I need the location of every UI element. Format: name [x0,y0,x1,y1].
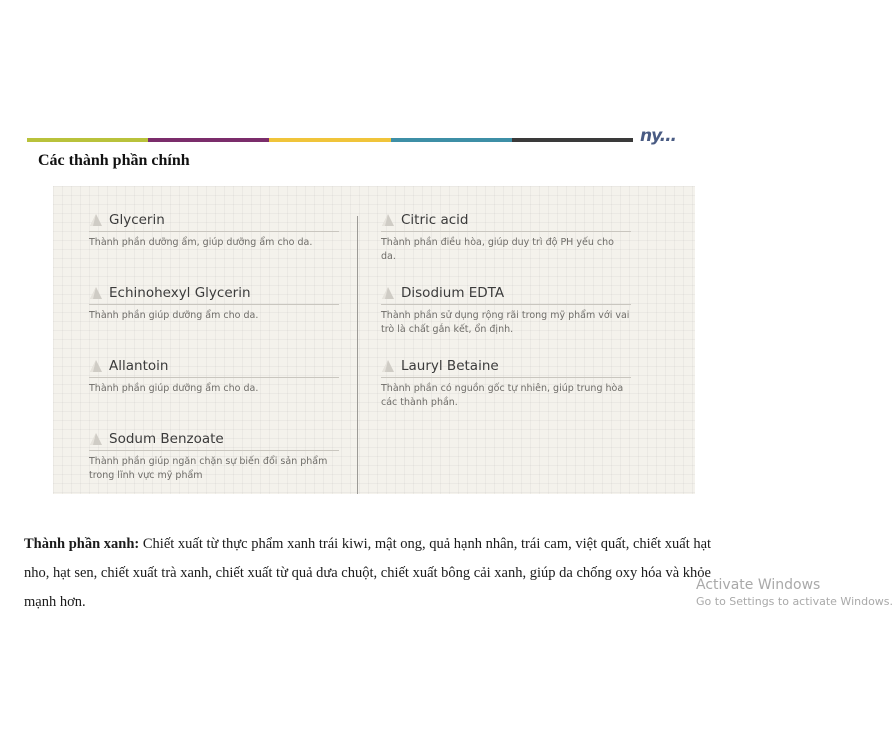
ingredient-name: Disodium EDTA [401,285,505,301]
ingredient-name: Citric acid [401,212,469,228]
watermark-subtitle: Go to Settings to activate Windows. [696,595,893,608]
ingredient-item [381,212,631,264]
ingredient-item [89,212,339,250]
color-stripe [27,138,633,142]
ingredient-item [89,431,339,483]
paragraph-label: Thành phần xanh: [24,536,140,552]
ingredient-description: Thành phần sử dụng rộng rãi trong mỹ phẩm với vai trò là chất gắn kết, ổn định. [381,310,630,335]
watermark-title: Activate Windows [696,577,821,593]
ingredient-description: Thành phần có nguồn gốc tự nhiên, giúp trung hòa các thành phần. [381,383,624,408]
triangle-icon [89,213,103,227]
column-divider [357,216,358,494]
stripe-segment [27,138,148,142]
ingredient-description: Thành phần giúp dưỡng ẩm cho da. [89,310,259,321]
stripe-segment [512,138,633,142]
stripe-segment [391,138,512,142]
ingredient-description: Thành phần giúp ngăn chặn sự biến đổi sản phẩm trong lĩnh vực mỹ phẩm [89,456,328,481]
ingredient-name: Sodum Benzoate [109,431,224,447]
ingredient-item [89,358,339,396]
ingredients-panel [53,186,695,494]
ingredient-description: Thành phần giúp dưỡng ẩm cho da. [89,383,259,394]
section-title: Các thành phần chính [38,152,190,169]
ingredient-description: Thành phần điều hòa, giúp duy trì độ PH yếu cho da. [381,237,614,262]
ingredient-name: Allantoin [109,358,169,374]
ingredient-item [89,285,339,323]
ingredient-name: Lauryl Betaine [401,358,499,374]
paragraph-text: Chiết xuất từ thực phẩm xanh trái kiwi, mật ong, quả hạnh nhân, trái cam, việt quất, chiết xuất hạt nho, hạt sen, chiết xuất trà xanh, chiết xuất từ quả dưa chuột, chiết xuất bông cải xanh, giúp da chống oxy hóa và khỏe mạnh hơn. [24,536,712,610]
ingredient-name: Glycerin [109,212,165,228]
stripe-segment [148,138,269,142]
triangle-icon [89,286,103,300]
activate-windows-watermark [696,577,893,608]
brand-logo: ny... [640,126,676,146]
ingredient-name: Echinohexyl Glycerin [109,285,251,301]
ingredient-description: Thành phần dưỡng ẩm, giúp dưỡng ẩm cho da. [89,237,313,248]
green-ingredients-paragraph [24,530,740,617]
triangle-icon [89,432,103,446]
triangle-icon [381,286,395,300]
triangle-icon [89,359,103,373]
triangle-icon [381,359,395,373]
stripe-segment [269,138,390,142]
ingredient-item [381,285,631,337]
ingredient-item [381,358,631,410]
triangle-icon [381,213,395,227]
